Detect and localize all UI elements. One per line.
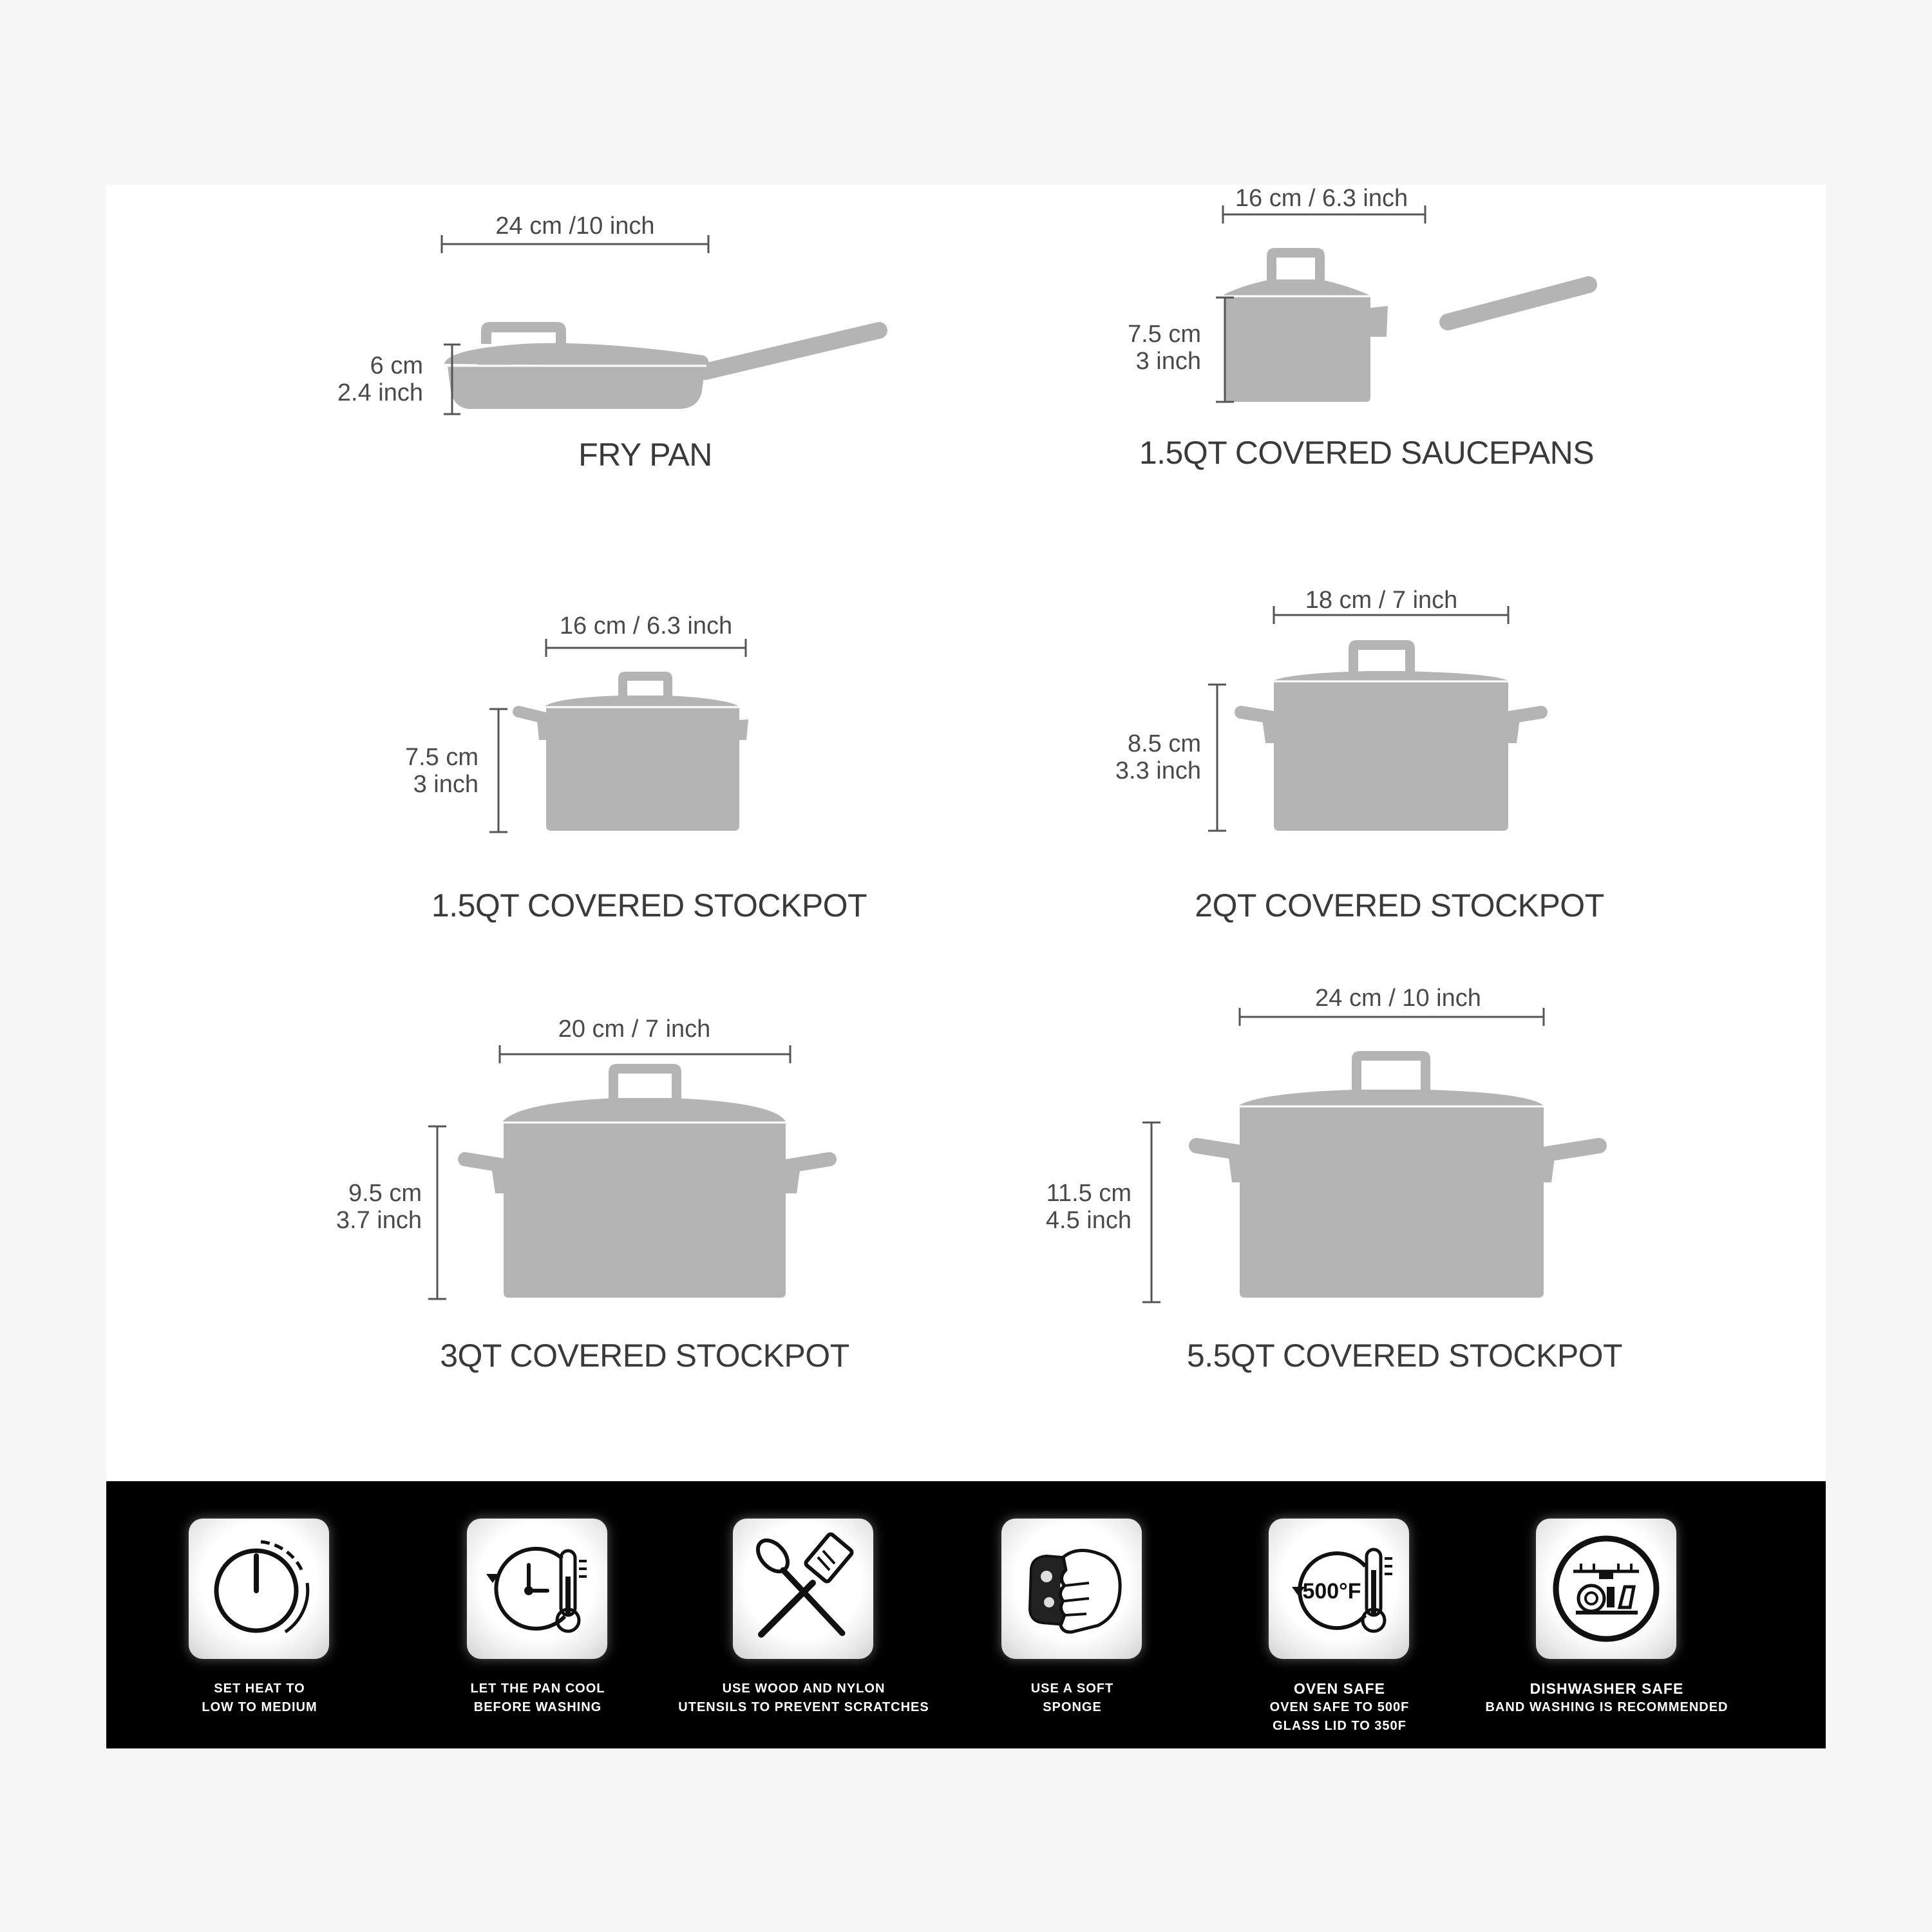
stockpot-1-5qt-illustration <box>518 672 748 831</box>
care-heat-line-1: SET HEAT TO <box>214 1681 305 1696</box>
fry-pan-height-inch: 2.4 inch <box>337 379 423 406</box>
stockpot-3qt-height-rule <box>428 1126 446 1299</box>
stockpot-3qt <box>336 1016 849 1374</box>
care-item-cool <box>402 1481 673 1748</box>
fry-pan-name: FRY PAN <box>578 437 712 473</box>
saucepan-illustration <box>1222 248 1589 402</box>
care-cool-line-2: BEFORE WASHING <box>473 1700 602 1714</box>
care-oven-line-2: OVEN SAFE TO 500F <box>1269 1700 1410 1714</box>
fry-pan <box>337 213 879 473</box>
stockpot-1-5qt-width-label: 16 cm / 6.3 inch <box>559 612 733 639</box>
care-dishwasher-line-2: BAND WASHING IS RECOMMENDED <box>1485 1700 1728 1714</box>
stockpot-1-5qt-name: 1.5QT COVERED STOCKPOT <box>431 887 867 923</box>
care-oven-line-3: GLASS LID TO 350F <box>1273 1719 1406 1733</box>
care-dishwasher-line-1: DISHWASHER SAFE <box>1530 1680 1684 1697</box>
oven-temp-label: 500°F <box>1302 1579 1361 1604</box>
stockpot-5-5qt-height-inch: 4.5 inch <box>1045 1207 1132 1234</box>
stockpot-2qt-name: 2QT COVERED STOCKPOT <box>1195 887 1604 923</box>
stockpot-2qt-height-inch: 3.3 inch <box>1115 757 1201 784</box>
stockpot-2qt-height-rule <box>1208 685 1226 831</box>
stockpot-5-5qt-illustration <box>1197 1051 1599 1298</box>
care-item-dishwasher <box>1472 1481 1742 1748</box>
stockpot-3qt-width-rule <box>500 1045 790 1063</box>
care-item-sponge <box>937 1481 1208 1748</box>
saucepan-height-cm: 7.5 cm <box>1127 321 1201 348</box>
cookware-diagram <box>106 185 1826 1481</box>
saucepan-name: 1.5QT COVERED SAUCEPANS <box>1139 435 1595 471</box>
cookware-size-panel <box>106 185 1826 1748</box>
care-heat-line-2: LOW TO MEDIUM <box>202 1700 317 1714</box>
stockpot-1-5qt <box>405 612 867 923</box>
stockpot-5-5qt-height-cm: 11.5 cm <box>1046 1180 1132 1207</box>
saucepan <box>1128 185 1594 471</box>
stockpot-1-5qt-height-inch: 3 inch <box>413 771 478 798</box>
dishwasher-icon <box>1536 1519 1676 1659</box>
care-utensils-line-2: UTENSILS TO PREVENT SCRATCHES <box>678 1700 929 1714</box>
stockpot-3qt-width-label: 20 cm / 7 inch <box>558 1016 711 1043</box>
care-oven-line-1: OVEN SAFE <box>1294 1680 1385 1697</box>
clock-thermometer-icon <box>467 1519 607 1659</box>
care-utensils-line-1: USE WOOD AND NYLON <box>722 1681 886 1696</box>
stockpot-2qt-illustration <box>1241 640 1541 831</box>
stockpot-5-5qt-name: 5.5QT COVERED STOCKPOT <box>1186 1338 1623 1374</box>
spoon-spatula-icon <box>733 1519 873 1659</box>
care-item-heat <box>124 1481 395 1748</box>
care-item-utensils <box>668 1481 939 1748</box>
stockpot-1-5qt-height-cm: 7.5 cm <box>404 744 478 771</box>
stockpot-3qt-height-inch: 3.7 inch <box>336 1207 422 1234</box>
stockpot-3qt-illustration <box>465 1064 829 1298</box>
care-instructions-band <box>106 1481 1826 1748</box>
fry-pan-illustration <box>444 322 879 409</box>
stockpot-5-5qt <box>1046 985 1622 1374</box>
hand-sponge-icon <box>1001 1519 1142 1659</box>
care-sponge-line-2: SPONGE <box>1043 1700 1102 1714</box>
stockpot-2qt <box>1115 587 1604 923</box>
stockpot-2qt-width-label: 18 cm / 7 inch <box>1305 587 1458 614</box>
saucepan-height-inch: 3 inch <box>1135 348 1201 375</box>
stockpot-5-5qt-height-rule <box>1142 1122 1160 1302</box>
stockpot-3qt-height-cm: 9.5 cm <box>348 1180 422 1207</box>
stockpot-1-5qt-height-rule <box>489 709 507 832</box>
saucepan-width-label: 16 cm / 6.3 inch <box>1235 185 1408 212</box>
stockpot-1-5qt-width-rule <box>546 639 746 657</box>
fry-pan-height-cm: 6 cm <box>370 352 423 379</box>
care-item-oven <box>1204 1481 1475 1748</box>
care-cool-line-1: LET THE PAN COOL <box>470 1681 605 1696</box>
stockpot-5-5qt-width-label: 24 cm / 10 inch <box>1315 985 1481 1012</box>
fry-pan-width-label: 24 cm /10 inch <box>495 213 655 240</box>
care-sponge-line-1: USE A SOFT <box>1030 1681 1114 1696</box>
stove-dial-icon <box>189 1519 329 1659</box>
oven-safe-icon <box>1269 1519 1409 1659</box>
stockpot-2qt-height-cm: 8.5 cm <box>1127 730 1201 757</box>
stockpot-3qt-name: 3QT COVERED STOCKPOT <box>440 1338 849 1374</box>
